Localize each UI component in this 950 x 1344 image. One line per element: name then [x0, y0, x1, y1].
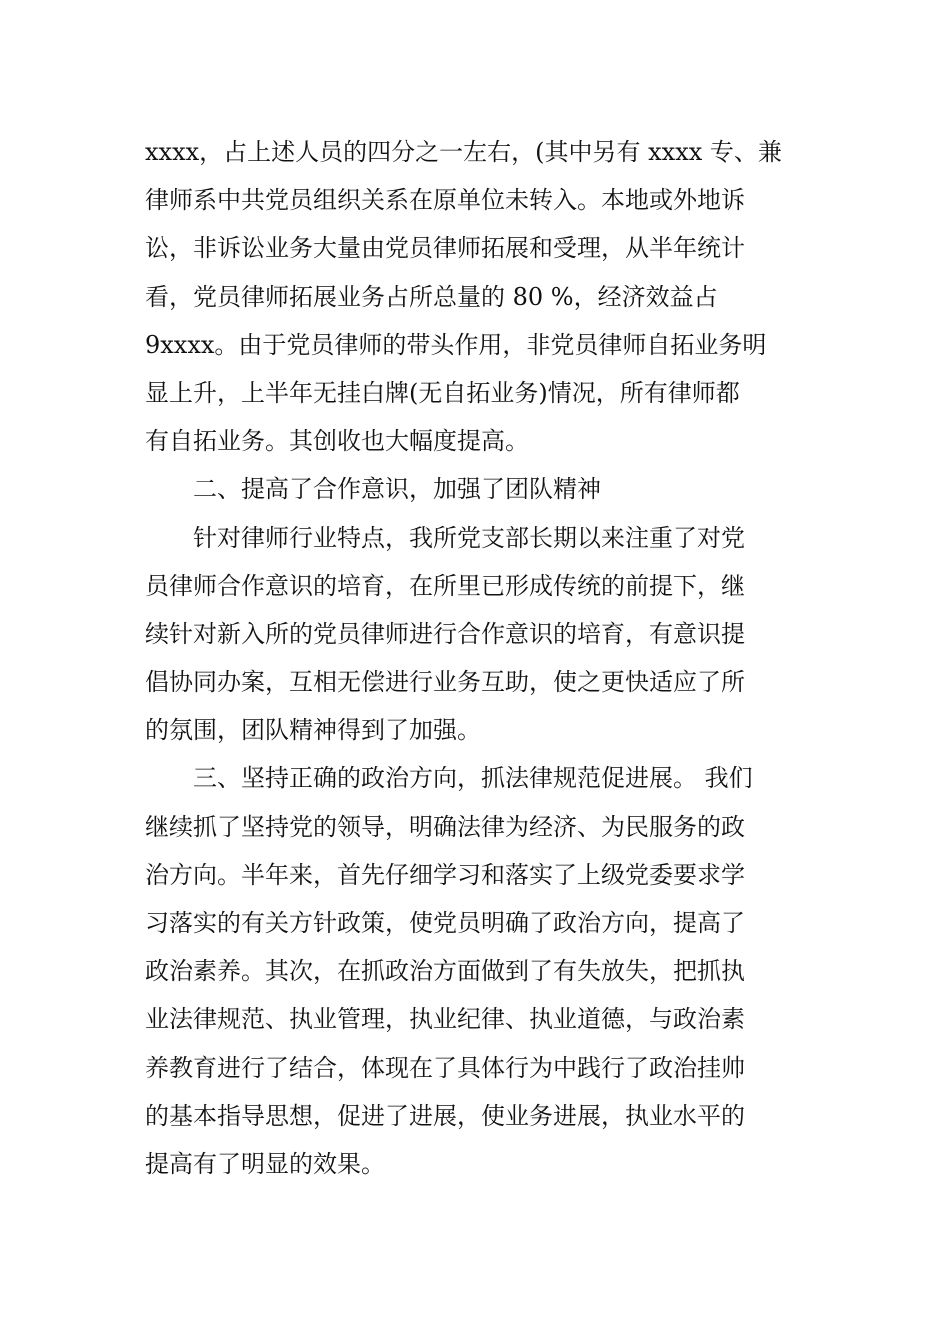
body-text	[145, 128, 807, 1188]
text-line: 提高有了明显的效果。	[145, 1149, 385, 1178]
text-line: 针对律师行业特点，我所党支部长期以来注重了对党	[193, 523, 745, 552]
text-line: 看，党员律师拓展业务占所总量的 80 %，经济效益占	[145, 282, 718, 311]
text-line: 习落实的有关方针政策，使党员明确了政治方向，提高了	[145, 909, 745, 937]
section-heading-3: 三、坚持正确的政治方向，抓法律规范促进展。 我们	[193, 764, 753, 793]
text-line: 员律师合作意识的培育，在所里已形成传统的前提下，继	[145, 571, 745, 600]
text-line: xxxx，占上述人员的四分之一左右，(其中另有 xxxx 专、兼	[145, 138, 782, 166]
text-line: 讼，非诉讼业务大量由党员律师拓展和受理，从半年统计	[145, 234, 745, 263]
text-line: 治方向。半年来，首先仔细学习和落实了上级党委要求学	[145, 860, 745, 889]
text-line: 业法律规范、执业管理，执业纪律、执业道德，与政治素	[145, 1005, 745, 1034]
section-heading-2: 二、提高了合作意识，加强了团队精神	[193, 475, 601, 504]
text-line: 政治素养。其次，在抓政治方面做到了有失放失，把抓执	[145, 957, 745, 986]
text-line: 9xxxx。由于党员律师的带头作用，非党员律师自拓业务明	[145, 330, 767, 359]
text-line: 倡协同办案，互相无偿进行业务互助，使之更快适应了所	[145, 668, 745, 697]
text-line: 有自拓业务。其创收也大幅度提高。	[145, 427, 529, 456]
text-line: 的基本指导思想，促进了进展，使业务进展，执业水平的	[145, 1101, 745, 1130]
text-line: 显上升，上半年无挂白牌(无自拓业务)情况，所有律师都	[145, 378, 740, 407]
text-line: 律师系中共党员组织关系在原单位未转入。本地或外地诉	[145, 186, 745, 215]
text-line: 的氛围，团队精神得到了加强。	[145, 716, 481, 745]
text-line: 续针对新入所的党员律师进行合作意识的培育，有意识提	[145, 619, 745, 648]
text-line: 继续抓了坚持党的领导，明确法律为经济、为民服务的政	[145, 812, 745, 841]
text-line: 养教育进行了结合，体现在了具体行为中践行了政治挂帅	[145, 1053, 745, 1082]
